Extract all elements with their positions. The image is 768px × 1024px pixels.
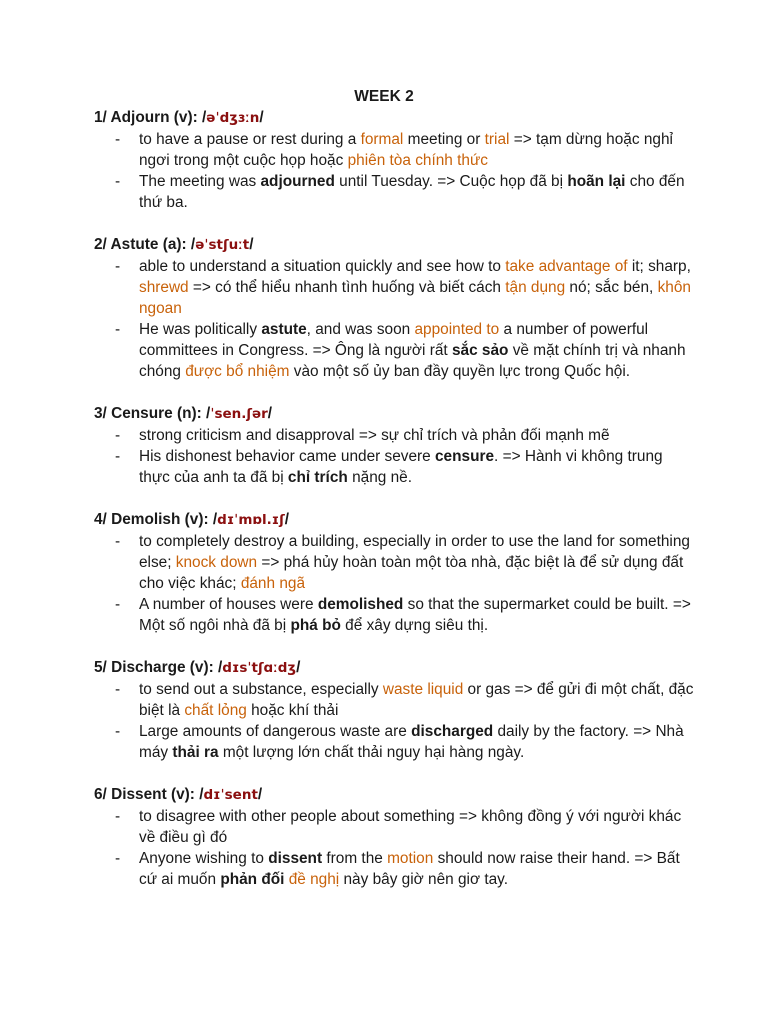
bold-term: demolished (317, 596, 404, 613)
highlighted-term: motion (387, 850, 434, 867)
entry-heading (94, 657, 694, 679)
definition (94, 679, 694, 721)
highlighted-term: take advantage of (505, 258, 628, 275)
headword: 4/ Demolish (v): / (94, 511, 218, 528)
bold-term: thải ra (172, 744, 219, 761)
text-segment: a number of powerful committees in Congress. => Ông là người rất (139, 321, 649, 359)
bullet-dash: - (115, 723, 121, 740)
pronunciation: əˈstʃuːt (195, 237, 250, 253)
text-segment: vào một số ủy ban đầy quyền lực trong Quốc hội. (289, 363, 631, 380)
entry-items (94, 425, 694, 488)
text-segment: daily by the factory. => Nhà máy (139, 723, 684, 761)
text-segment: về mặt chính trị và nhanh chóng (139, 342, 686, 380)
highlighted-term: phiên tòa chính thức (347, 152, 488, 169)
bullet-dash: - (115, 681, 121, 698)
headword: 2/ Astute (a): / (94, 236, 196, 253)
text-segment: Anyone wishing to (139, 850, 269, 867)
bullet-dash: - (115, 533, 121, 550)
pronunciation: əˈdʒɜːn (206, 110, 260, 126)
text-segment: nó; sắc bén, (565, 279, 658, 296)
text-segment: able to understand a situation quickly and see how to (139, 258, 506, 275)
text-segment: , and was soon (306, 321, 415, 338)
vocab-entry (94, 784, 694, 890)
text-segment: Large amounts of dangerous waste are (139, 723, 412, 740)
text-segment: meeting or (403, 131, 485, 148)
pronunciation-close: / (259, 109, 264, 126)
definition (94, 806, 694, 848)
highlighted-term: formal (360, 131, 404, 148)
pronunciation-close: / (267, 405, 273, 422)
text-segment: to have a pause or rest during a (139, 131, 361, 148)
entry-items (94, 531, 694, 636)
text-segment: or gas => để gửi đi một chất, đặc biệt là (139, 681, 694, 719)
vocab-entry (94, 403, 694, 488)
entry-heading (94, 509, 694, 531)
text-segment: The meeting was (139, 173, 261, 190)
example-sentence (94, 171, 694, 213)
bold-term: astute (261, 321, 307, 338)
text-segment: strong criticism and disapproval => sự chỉ trích và phản đối mạnh mẽ (139, 427, 610, 444)
bold-term: discharged (411, 723, 494, 740)
entry-heading (94, 403, 694, 425)
text-segment: until Tuesday. => Cuộc họp đã bị (334, 173, 568, 190)
highlighted-term: knock down (175, 554, 258, 571)
bold-term: sắc sảo (451, 342, 509, 359)
text-segment: to disagree with other people about something => không đồng ý với người khác về điều gì đó (139, 808, 682, 846)
bullet-dash: - (115, 173, 121, 190)
headword: 3/ Censure (n): / (94, 405, 211, 422)
text-segment: . => Hành vi không trung thực của anh ta đã bị (139, 448, 663, 486)
bold-term: adjourned (260, 173, 335, 190)
text-segment: một lượng lớn chất thải nguy hại hàng ngày. (218, 744, 525, 761)
bullet-dash: - (115, 321, 121, 338)
text-segment: to send out a substance, especially (139, 681, 383, 698)
bold-term: censure (435, 448, 495, 465)
bullet-dash: - (115, 596, 121, 613)
pronunciation: ˈsen.ʃər (210, 406, 268, 422)
entry-heading (94, 784, 694, 806)
pronunciation: dɪˈsent (203, 787, 258, 803)
vocab-entry (94, 107, 694, 213)
highlighted-term: chất lỏng (184, 702, 247, 719)
pronunciation-close: / (257, 786, 263, 803)
highlighted-term: appointed to (414, 321, 500, 338)
headword: 6/ Dissent (v): / (94, 786, 204, 803)
highlighted-term: tận dụng (505, 279, 566, 296)
text-segment: A number of houses were (139, 596, 318, 613)
bullet-dash: - (115, 808, 121, 825)
text-segment: hoặc khí thải (246, 702, 339, 719)
highlighted-term: khôn ngoan (139, 279, 691, 317)
pronunciation: dɪsˈtʃɑːdʒ (222, 660, 297, 676)
text-segment: => tạm dừng hoặc nghỉ ngơi trong một cuộc họp hoặc (139, 131, 673, 169)
text-segment: He was politically (139, 321, 262, 338)
bullet-dash: - (115, 427, 121, 444)
bold-term: phản đối (220, 871, 285, 888)
bullet-dash: - (115, 448, 121, 465)
page-title: WEEK 2 (354, 88, 414, 105)
bullet-dash: - (115, 850, 121, 867)
bullet-dash: - (115, 258, 121, 275)
pronunciation-close: / (249, 236, 254, 253)
definition (94, 256, 694, 319)
entry-items (94, 806, 694, 890)
vocab-entry (94, 234, 694, 382)
example-sentence (94, 721, 694, 763)
bold-term: hoãn lại (567, 173, 626, 190)
definition (94, 531, 694, 594)
entry-heading (94, 234, 694, 256)
highlighted-term: đề nghị (288, 871, 340, 888)
vocab-entry (94, 509, 694, 636)
text-segment: => phá hủy hoàn toàn một tòa nhà, đặc biệt là để sử dụng đất cho việc khác; (139, 554, 684, 592)
definition (94, 425, 694, 446)
example-sentence (94, 594, 694, 636)
bold-term: phá bỏ (290, 617, 341, 634)
pronunciation-close: / (296, 659, 301, 676)
text-segment: it; sharp, (627, 258, 691, 275)
highlighted-term: waste liquid (382, 681, 464, 698)
text-segment: => có thể hiểu nhanh tình huống và biết cách (188, 279, 506, 296)
pronunciation-close: / (284, 511, 290, 528)
text-segment: from the (322, 850, 388, 867)
text-segment: cho đến thứ ba. (139, 173, 685, 211)
entry-items (94, 129, 694, 213)
headword: 1/ Adjourn (v): / (94, 109, 207, 126)
text-segment: should now raise their hand. => Bất cứ ai muốn (139, 850, 680, 888)
text-segment: này bây giờ nên giơ tay. (339, 871, 508, 888)
example-sentence (94, 319, 694, 382)
highlighted-term: trial (484, 131, 510, 148)
entry-items (94, 256, 694, 382)
text-segment: để xây dựng siêu thị. (340, 617, 489, 634)
bold-term: dissent (268, 850, 323, 867)
headword: 5/ Discharge (v): / (94, 659, 223, 676)
highlighted-term: đánh ngã (240, 575, 306, 592)
bold-term: chỉ trích (287, 469, 348, 486)
example-sentence (94, 848, 694, 890)
entry-heading (94, 107, 694, 129)
vocabulary-list (94, 107, 694, 911)
text-segment: to completely destroy a building, especially in order to use the land for something else; (139, 533, 690, 571)
bullet-dash: - (115, 131, 121, 148)
highlighted-term: được bổ nhiệm (185, 363, 290, 380)
definition (94, 129, 694, 171)
vocab-entry (94, 657, 694, 763)
text-segment: so that the supermarket could be built. => Một số ngôi nhà đã bị (139, 596, 691, 634)
pronunciation: dɪˈmɒl.ɪʃ (217, 512, 285, 528)
text-segment: nặng nề. (347, 469, 412, 486)
highlighted-term: shrewd (139, 279, 189, 296)
entry-items (94, 679, 694, 763)
text-segment: His dishonest behavior came under severe (139, 448, 435, 465)
example-sentence (94, 446, 694, 488)
